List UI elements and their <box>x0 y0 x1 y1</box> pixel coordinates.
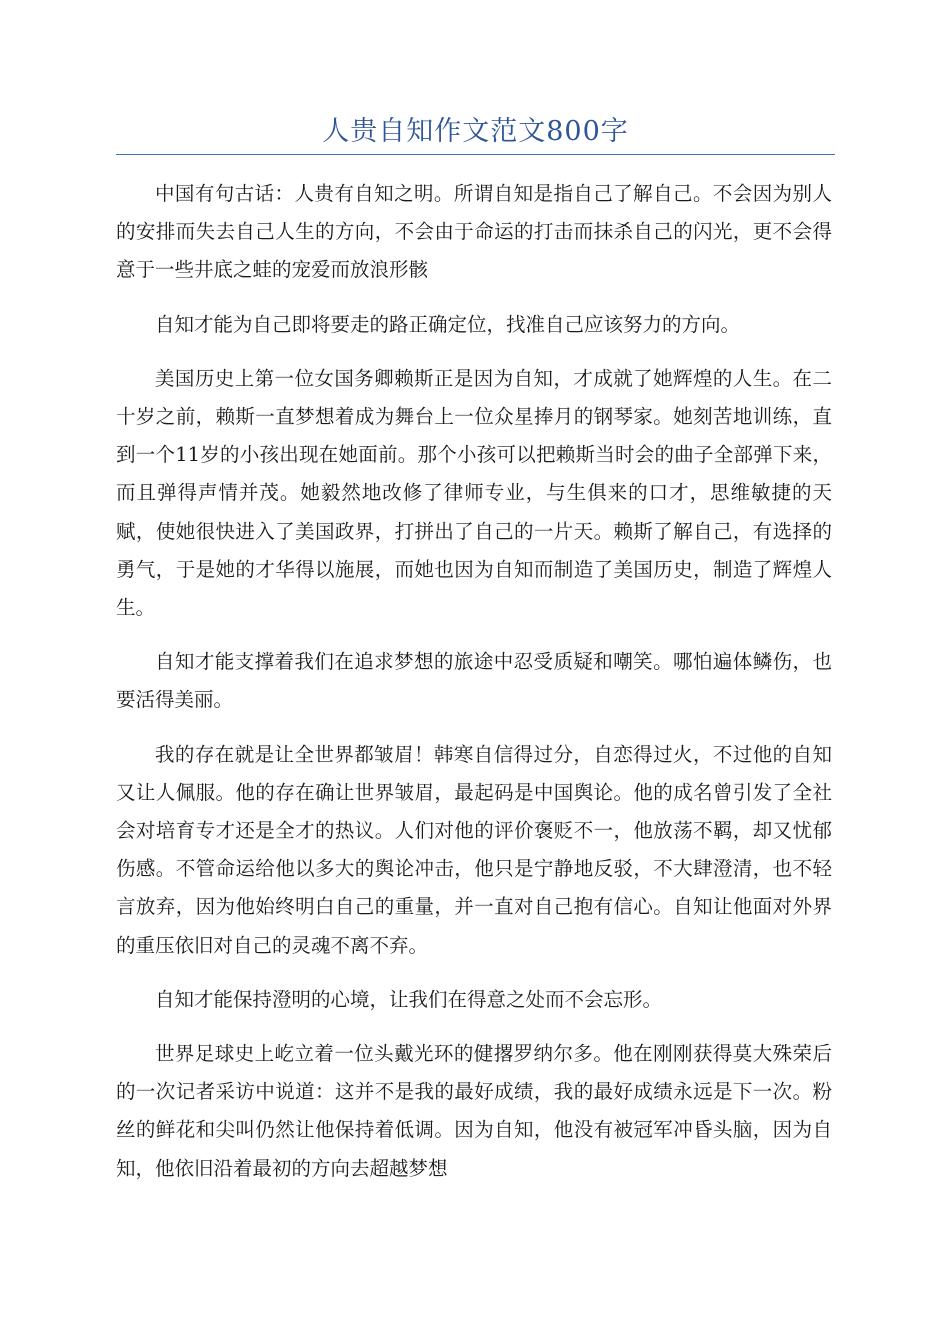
document-title: 人贵自知作文范文800字 <box>322 116 629 147</box>
paragraph: 中国有句古话：人贵有自知之明。所谓自知是指自己了解自己。不会因为别人的安排而失去自己人生的方向，不会由于命运的打击而抹杀自己的闪光，更不会得意于一些井底之蛙的宠爱而放浪形骸 <box>116 182 832 282</box>
document-body <box>116 175 832 1204</box>
paragraph: 世界足球史上屹立着一位头戴光环的健撂罗纳尔多。他在刚刚获得莫大殊荣后的一次记者采访中说道：这并不是我的最好成绩，我的最好成绩永远是下一次。粉丝的鲜花和尖叫仍然让他保持着低调。因为自知，他没有被冠军冲昏头脑，因为自知，他依旧沿着最初的方向去超越梦想 <box>116 1042 832 1180</box>
title-underline <box>116 154 835 155</box>
paragraph: 自知才能为自己即将要走的路正确定位，找准自己应该努力的方向。 <box>155 312 741 336</box>
paragraph: 自知才能支撑着我们在追求梦想的旅途中忍受质疑和嘲笑。哪怕遍体鳞伤，也要活得美丽。 <box>116 650 832 712</box>
paragraph: 我的存在就是让全世界都皱眉！韩寒自信得过分，自恋得过火，不过他的自知又让人佩服。他的存在确让世界皱眉，最起码是中国舆论。他的成名曾引发了全社会对培育专才还是全才的热议。人们对他的评价褒贬不一，他放荡不羁，却又忧郁伤感。不管命运给他以多大的舆论冲击，他只是宁静地反驳，不大肆澄清，也不轻言放弃，因为他始终明白自己的重量，并一直对自己抱有信心。自知让他面对外界的重压依旧对自己的灵魂不离不弃。 <box>116 742 832 957</box>
paragraph: 自知才能保持澄明的心境，让我们在得意之处而不会忘形。 <box>155 987 663 1011</box>
paragraph: 美国历史上第一位女国务卿赖斯正是因为自知，才成就了她辉煌的人生。在二十岁之前，赖斯一直梦想着成为舞台上一位众星捧月的钢琴家。她刻苦地训练，直到一个11岁的小孩出现在她面前。那个小孩可以把赖斯当时会的曲子全部弹下来，而且弹得声情并茂。她毅然地改修了律师专业，与生俱来的口才，思维敏捷的天赋，使她很快进入了美国政界，打拼出了自己的一片天。赖斯了解自己，有选择的勇气，于是她的才华得以施展，而她也因为自知而制造了美国历史，制造了辉煌人生。 <box>116 366 832 620</box>
